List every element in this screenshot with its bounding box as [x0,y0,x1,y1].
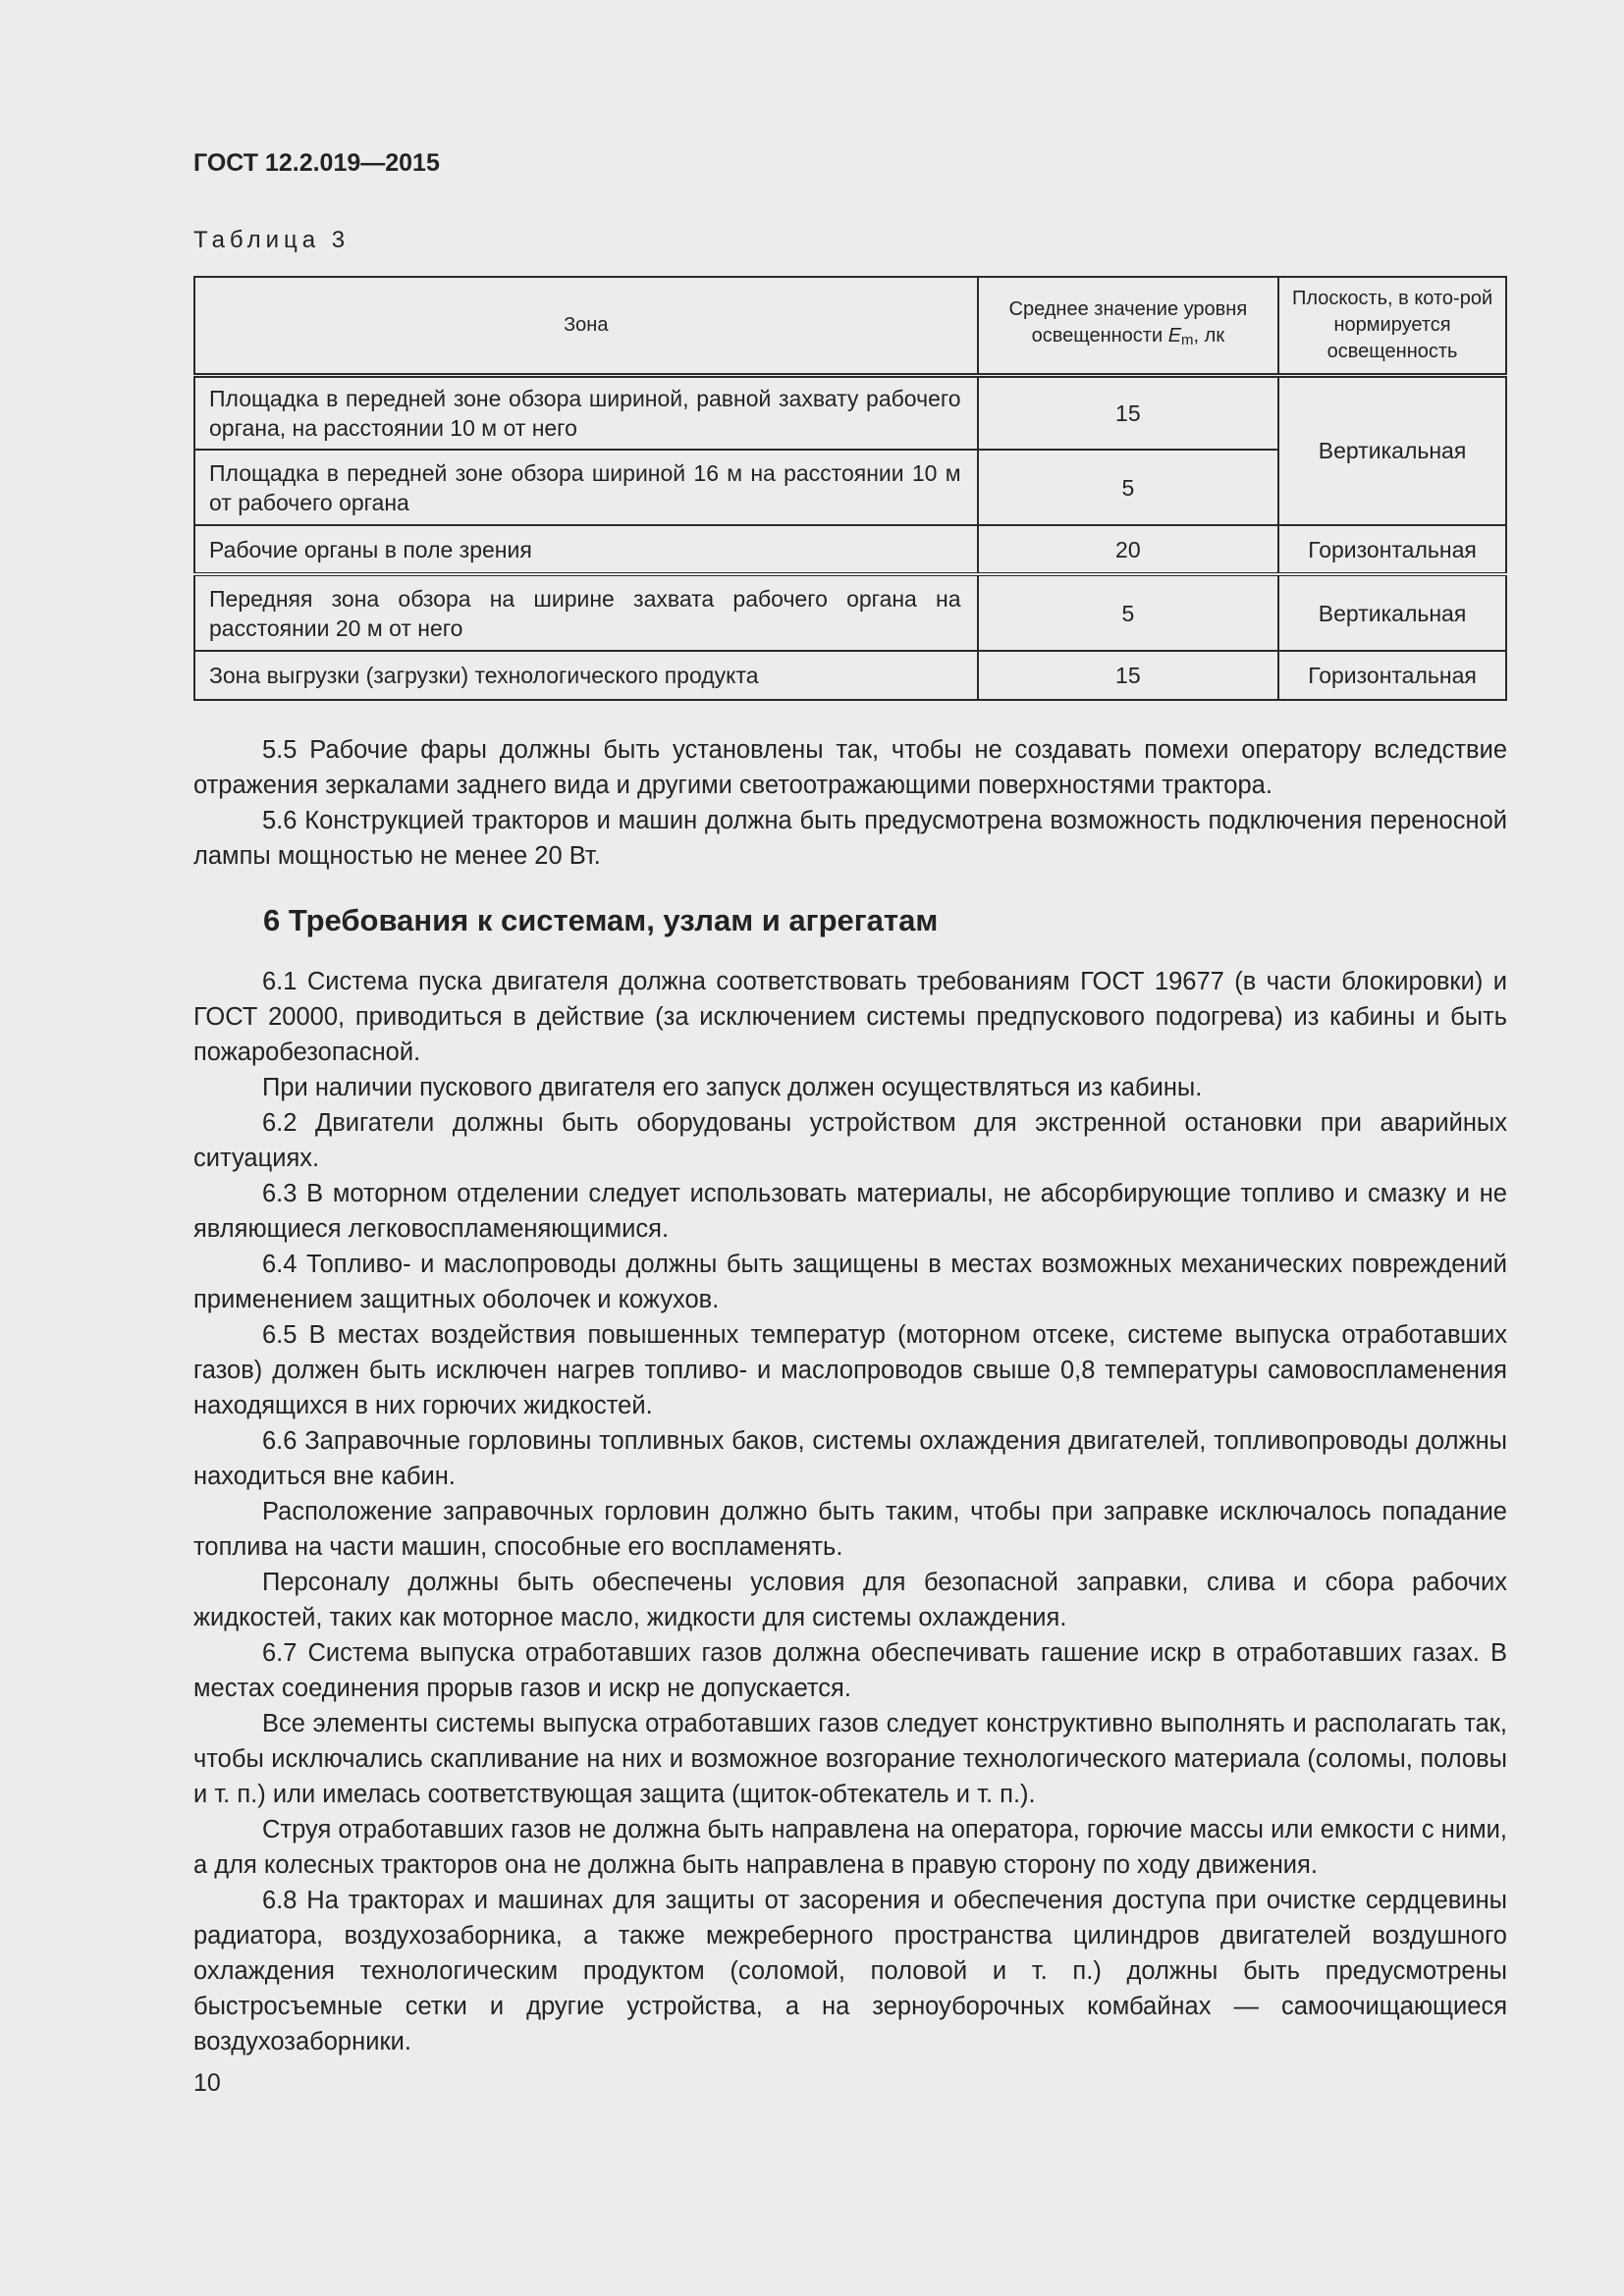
zone-cell: Площадка в передней зоне обзора шириной 16 м на расстоянии 10 м от рабочего органа [194,450,978,525]
table-row [194,375,1506,450]
paragraph-6-8: 6.8 На тракторах и машинах для защиты от засорения и обеспечения доступа при очистке сердцевины радиатора, воздухозаборника, а также межреберного пространства цилиндров двигателей воздушного охлаждения технологическим продуктом (соломой, половой и т. п.) должны быть предусмотрены быстросъемные сетки и другие устройства, а на зерноуборочных комбайнах — самоочищающиеся воздухозаборники. [193,1887,1507,2056]
illuminance-symbol: E [1167,325,1182,347]
paragraph-6-7-exhaust-jet: Струя отработавших газов не должна быть направлена на оператора, горючие массы или емкости с ними, а для колесных тракторов она не должна быть направлена в правую сторону по ходу движения. [193,1816,1507,1879]
paragraph-6-6: 6.6 Заправочные горловины топливных баков, системы охлаждения двигателей, топливопроводы должны находиться вне кабин. [193,1427,1507,1490]
paragraph-6-1-starter: При наличии пускового двигателя его запуск должен осуществляться из кабины. [262,1074,1203,1101]
document-number: ГОСТ 12.2.019—2015 [193,149,440,177]
illuminance-value: 15 [978,375,1279,450]
column-header-illuminance [978,277,1279,375]
illuminance-value: 15 [978,651,1279,700]
table-row [194,651,1506,700]
paragraph-6-5: 6.5 В местах воздействия повышенных температур (моторном отсеке, системе выпуска отработавших газов) должен быть исключен нагрев топливо- и маслопроводов свыше 0,8 температуры самовоспламенения находящихся в них горючих жидкостей. [193,1321,1507,1419]
paragraph-6-4: 6.4 Топливо- и маслопроводы должны быть защищены в местах возможных механических повреждений применением защитных оболочек и кожухов. [193,1251,1507,1313]
table-header-row [194,277,1506,375]
column-header-zone: Зона [194,277,978,375]
paragraph-6-3: 6.3 В моторном отделении следует использовать материалы, не абсорбирующие топливо и смазку и не являющиеся легковоспламеняющимися. [193,1180,1507,1243]
zone-cell: Рабочие органы в поле зрения [194,525,978,574]
illuminance-value: 5 [978,574,1279,651]
zone-cell: Передняя зона обзора на ширине захвата рабочего органа на расстоянии 20 м от него [194,574,978,651]
illuminance-subscript: m [1181,332,1194,349]
illuminance-value: 20 [978,525,1279,574]
illuminance-unit: , лк [1193,325,1225,347]
paragraph-5-6: 5.6 Конструкцией тракторов и машин должна быть предусмотрена возможность подключения переносной лампы мощностью не менее 20 Вт. [193,807,1507,870]
section-5-text [193,732,1507,874]
illuminance-value: 5 [978,450,1279,525]
plane-cell: Горизонтальная [1278,525,1506,574]
plane-cell: Вертикальная [1278,375,1506,525]
paragraph-5-5: 5.5 Рабочие фары должны быть установлены так, чтобы не создавать помехи оператору вследствие отражения зеркалами заднего вида и другими светоотражающими поверхностями трактора. [193,736,1507,799]
page-number: 10 [193,2069,221,2097]
paragraph-6-7: 6.7 Система выпуска отработавших газов должна обеспечивать гашение искр в отработавших газах. В местах соединения прорыв газов и искр не допускается. [193,1639,1507,1702]
paragraph-6-6-filler-necks: Расположение заправочных горловин должно быть таким, чтобы при заправке исключалось попадание топлива на части машин, способные его воспламенять. [193,1498,1507,1561]
table-3 [193,276,1507,701]
table-row [194,525,1506,574]
zone-cell: Зона выгрузки (загрузки) технологического продукта [194,651,978,700]
plane-cell: Вертикальная [1278,574,1506,651]
section-6-text [193,964,1507,2059]
section-6-title: 6 Требования к системам, узлам и агрегатам [263,903,939,937]
zone-cell: Площадка в передней зоне обзора шириной, равной захвату рабочего органа, на расстоянии 10 м от него [194,375,978,450]
paragraph-6-2: 6.2 Двигатели должны быть оборудованы устройством для экстренной остановки при аварийных ситуациях. [193,1109,1507,1172]
column-header-plane: Плоскость, в кото-рой нормируется освещенность [1278,277,1506,375]
table-caption: Таблица 3 [193,227,351,253]
plane-cell: Горизонтальная [1278,651,1506,700]
paragraph-6-7-elements: Все элементы системы выпуска отработавших газов следует конструктивно выполнять и располагать так, чтобы исключались скапливание на них и возможное возгорание технологического материала (соломы, половы и т. п.) или имелась соответствующая защита (щиток-обтекатель и т. п.). [193,1710,1507,1808]
paragraph-6-1: 6.1 Система пуска двигателя должна соответствовать требованиям ГОСТ 19677 (в части блокировки) и ГОСТ 20000, приводиться в действие (за исключением системы предпускового подогрева) из кабины и быть пожаробезопасной. [193,968,1507,1066]
illuminance-label: Среднее значение уровня освещенности [1008,298,1248,347]
table-row [194,574,1506,651]
paragraph-6-6-personnel: Персоналу должны быть обеспечены условия для безопасной заправки, слива и сбора рабочих жидкостей, таких как моторное масло, жидкости для системы охлаждения. [193,1569,1507,1631]
